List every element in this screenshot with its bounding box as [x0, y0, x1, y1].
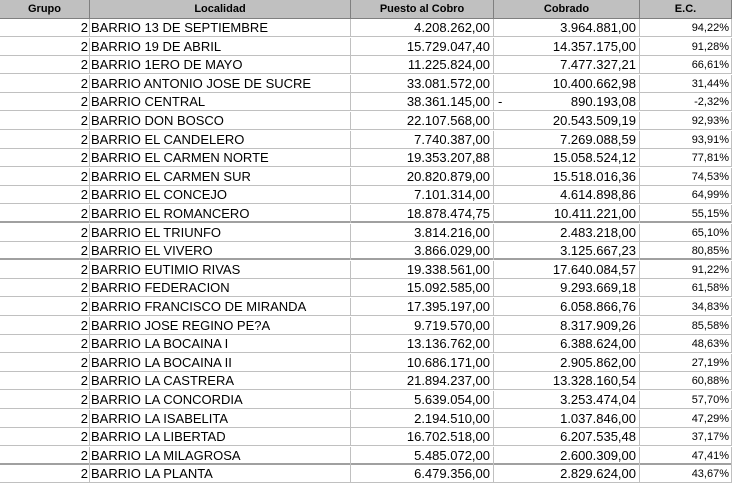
cobrado-value: 8.317.909,26 [560, 317, 636, 333]
cell-grupo[interactable]: 2 [0, 465, 90, 483]
negative-sign: - [498, 94, 503, 110]
cell-puesto-al-cobro[interactable]: 33.081.572,00 [351, 75, 494, 93]
cell-localidad[interactable]: BARRIO ANTONIO JOSE DE SUCRE [90, 75, 351, 93]
cell-localidad[interactable]: BARRIO LA CASTRERA [90, 372, 351, 390]
cell-ec[interactable]: 47,41% [640, 447, 732, 465]
cell-puesto-al-cobro[interactable]: 6.479.356,00 [351, 465, 494, 483]
cell-cobrado[interactable] [494, 19, 640, 37]
cobrado-value: 2.483.218,00 [560, 224, 636, 240]
cobrado-value: 3.125.667,23 [560, 243, 636, 259]
cell-cobrado[interactable] [494, 317, 640, 335]
cell-localidad[interactable]: BARRIO DON BOSCO [90, 112, 351, 130]
cobrado-value: 20.543.509,19 [552, 113, 636, 128]
cell-localidad[interactable]: BARRIO 1ERO DE MAYO [90, 56, 351, 74]
cell-cobrado[interactable] [494, 75, 640, 93]
cell-localidad[interactable]: BARRIO FRANCISCO DE MIRANDA [90, 298, 351, 316]
cell-cobrado[interactable] [494, 372, 640, 390]
table-row [0, 428, 732, 446]
cell-grupo[interactable]: 2 [0, 317, 90, 335]
cell-puesto-al-cobro[interactable]: 3.866.029,00 [351, 242, 494, 260]
table-row [0, 335, 732, 353]
cell-puesto-al-cobro[interactable]: 11.225.824,00 [351, 56, 494, 74]
cell-cobrado[interactable] [494, 224, 640, 242]
table-row [0, 261, 732, 279]
cell-localidad[interactable]: BARRIO LA LIBERTAD [90, 428, 351, 446]
cell-localidad[interactable]: BARRIO LA BOCAINA I [90, 335, 351, 353]
cobrado-value: 2.905.862,00 [560, 354, 636, 370]
cell-grupo[interactable]: 2 [0, 131, 90, 149]
table-row [0, 242, 732, 260]
cell-ec[interactable]: 37,17% [640, 428, 732, 446]
cell-grupo[interactable]: 2 [0, 168, 90, 186]
cell-puesto-al-cobro[interactable]: 15.729.047,40 [351, 38, 494, 56]
cobrado-value: 10.411.221,00 [553, 206, 636, 221]
table-row [0, 168, 732, 186]
cell-localidad[interactable]: BARRIO EL CANDELERO [90, 131, 351, 149]
cell-puesto-al-cobro[interactable]: 13.136.762,00 [351, 335, 494, 353]
cell-grupo[interactable]: 2 [0, 93, 90, 111]
cell-puesto-al-cobro[interactable]: 18.878.474,75 [351, 205, 494, 223]
header-grupo[interactable]: Grupo [0, 0, 90, 19]
cell-puesto-al-cobro[interactable]: 7.740.387,00 [351, 131, 494, 149]
cobrado-value: 3.964.881,00 [560, 20, 636, 35]
cell-grupo[interactable]: 2 [0, 75, 90, 93]
cell-grupo[interactable]: 2 [0, 335, 90, 353]
cobrado-value: 6.058.866,76 [560, 299, 636, 314]
table-row [0, 354, 732, 372]
cell-ec[interactable]: 43,67% [640, 465, 732, 483]
cell-puesto-al-cobro[interactable]: 20.820.879,00 [351, 168, 494, 186]
cobrado-value: 890.193,08 [570, 94, 636, 110]
cell-puesto-al-cobro[interactable]: 38.361.145,00 [351, 93, 494, 111]
cell-localidad[interactable]: BARRIO FEDERACION [90, 279, 351, 297]
cell-ec[interactable]: 48,63% [640, 335, 732, 353]
cobrado-value: 1.037.846,00 [560, 410, 636, 426]
cell-grupo[interactable]: 2 [0, 205, 90, 223]
cell-grupo[interactable]: 2 [0, 410, 90, 428]
cell-grupo[interactable]: 2 [0, 19, 90, 37]
cell-grupo[interactable]: 2 [0, 112, 90, 130]
table-row [0, 131, 732, 149]
cell-ec[interactable]: 74,53% [640, 168, 732, 186]
cell-ec[interactable]: 57,70% [640, 391, 732, 409]
cell-puesto-al-cobro[interactable]: 16.702.518,00 [351, 428, 494, 446]
cell-cobrado[interactable] [494, 38, 640, 56]
cobrado-value: 7.269.088,59 [560, 131, 636, 147]
cell-ec[interactable]: 31,44% [640, 75, 732, 93]
cobrado-value: 6.207.535,48 [560, 429, 636, 445]
cell-cobrado[interactable] [494, 93, 640, 111]
cell-puesto-al-cobro[interactable]: 4.208.262,00 [351, 19, 494, 37]
cell-ec[interactable]: 80,85% [640, 242, 732, 260]
cell-cobrado[interactable] [494, 149, 640, 167]
cobrado-value: 10.400.662,98 [552, 75, 636, 91]
cell-ec[interactable]: 60,88% [640, 372, 732, 390]
cell-grupo[interactable]: 2 [0, 391, 90, 409]
cell-puesto-al-cobro[interactable]: 5.485.072,00 [351, 447, 494, 465]
cell-puesto-al-cobro[interactable]: 17.395.197,00 [351, 298, 494, 316]
cell-localidad[interactable]: BARRIO LA BOCAINA II [90, 354, 351, 372]
cell-ec[interactable]: 93,91% [640, 131, 732, 149]
table-row [0, 224, 732, 242]
cell-puesto-al-cobro[interactable]: 15.092.585,00 [351, 279, 494, 297]
cell-grupo[interactable]: 2 [0, 56, 90, 74]
cell-localidad[interactable]: BARRIO LA PLANTA [90, 465, 351, 483]
cobrado-value: 7.477.327,21 [560, 57, 636, 73]
table-row [0, 372, 732, 390]
cell-cobrado[interactable] [494, 447, 640, 465]
cell-cobrado[interactable] [494, 131, 640, 149]
cell-grupo[interactable]: 2 [0, 354, 90, 372]
cell-cobrado[interactable] [494, 186, 640, 204]
table-row [0, 279, 732, 297]
cell-ec[interactable]: 94,22% [640, 19, 732, 37]
cell-localidad[interactable]: BARRIO 13 DE SEPTIEMBRE [90, 19, 351, 37]
cell-ec[interactable]: 47,29% [640, 410, 732, 428]
cell-cobrado[interactable] [494, 279, 640, 297]
cell-grupo[interactable]: 2 [0, 447, 90, 465]
cell-localidad[interactable]: BARRIO EUTIMIO RIVAS [90, 261, 351, 279]
cell-ec[interactable]: 65,10% [640, 224, 732, 242]
cell-localidad[interactable]: BARRIO LA ISABELITA [90, 410, 351, 428]
cell-puesto-al-cobro[interactable]: 5.639.054,00 [351, 391, 494, 409]
cell-cobrado[interactable] [494, 261, 640, 279]
cobrado-value: 13.328.160,54 [552, 373, 636, 389]
cell-cobrado[interactable] [494, 354, 640, 372]
cobrado-value: 9.293.669,18 [560, 280, 636, 296]
table-row [0, 186, 732, 204]
cell-ec[interactable]: 27,19% [640, 354, 732, 372]
cell-ec[interactable]: 91,28% [640, 38, 732, 56]
cobrado-value: 14.357.175,00 [552, 38, 636, 54]
cell-ec[interactable]: 92,93% [640, 112, 732, 130]
cell-cobrado[interactable] [494, 298, 640, 316]
header-cobrado[interactable]: Cobrado [494, 0, 640, 19]
cell-grupo[interactable]: 2 [0, 242, 90, 260]
cobrado-value: 2.600.309,00 [560, 447, 636, 463]
cell-cobrado[interactable] [494, 56, 640, 74]
cobrado-value: 15.058.524,12 [552, 150, 636, 166]
cobrado-value: 17.640.084,57 [552, 261, 636, 277]
cell-puesto-al-cobro[interactable]: 21.894.237,00 [351, 372, 494, 390]
header-localidad[interactable]: Localidad [90, 0, 351, 19]
cobrado-value: 15.518.016,36 [552, 168, 636, 184]
cobrado-value: 6.388.624,00 [560, 336, 636, 352]
cell-ec[interactable]: 77,81% [640, 149, 732, 167]
cell-cobrado[interactable] [494, 391, 640, 409]
table-row [0, 38, 732, 56]
cell-ec[interactable]: 34,83% [640, 298, 732, 316]
cell-ec[interactable]: 85,58% [640, 317, 732, 335]
cell-grupo[interactable]: 2 [0, 261, 90, 279]
table-row [0, 391, 732, 409]
cell-puesto-al-cobro[interactable]: 2.194.510,00 [351, 410, 494, 428]
cell-ec[interactable]: 66,61% [640, 56, 732, 74]
cell-cobrado[interactable] [494, 465, 640, 483]
cell-ec[interactable]: -2,32% [640, 93, 732, 111]
cell-localidad[interactable]: BARRIO EL CARMEN SUR [90, 168, 351, 186]
cell-localidad[interactable]: BARRIO LA MILAGROSA [90, 447, 351, 465]
cell-localidad[interactable]: BARRIO EL CARMEN NORTE [90, 149, 351, 167]
table-row [0, 298, 732, 316]
cell-puesto-al-cobro[interactable]: 7.101.314,00 [351, 186, 494, 204]
cell-localidad[interactable]: BARRIO EL ROMANCERO [90, 205, 351, 223]
cell-grupo[interactable]: 2 [0, 224, 90, 242]
table-row [0, 75, 732, 93]
cell-cobrado[interactable] [494, 428, 640, 446]
table-row [0, 149, 732, 167]
cell-localidad[interactable]: BARRIO EL VIVERO [90, 242, 351, 260]
cell-localidad[interactable]: BARRIO EL CONCEJO [90, 186, 351, 204]
cobrado-value: 2.829.624,00 [560, 466, 636, 482]
cell-puesto-al-cobro[interactable]: 9.719.570,00 [351, 317, 494, 335]
cell-grupo[interactable]: 2 [0, 298, 90, 316]
cell-grupo[interactable]: 2 [0, 149, 90, 167]
cell-grupo[interactable]: 2 [0, 428, 90, 446]
table-row [0, 447, 732, 465]
cobrado-value: 4.614.898,86 [560, 187, 636, 203]
cell-puesto-al-cobro[interactable]: 19.353.207,88 [351, 149, 494, 167]
header-puesto-al-cobro[interactable]: Puesto al Cobro [351, 0, 494, 19]
cell-ec[interactable]: 61,58% [640, 279, 732, 297]
cell-localidad[interactable]: BARRIO 19 DE ABRIL [90, 38, 351, 56]
cell-grupo[interactable]: 2 [0, 38, 90, 56]
cell-cobrado[interactable] [494, 205, 640, 223]
cell-localidad[interactable]: BARRIO JOSE REGINO PE?A [90, 317, 351, 335]
cell-puesto-al-cobro[interactable]: 3.814.216,00 [351, 224, 494, 242]
cell-localidad[interactable]: BARRIO LA CONCORDIA [90, 391, 351, 409]
cell-ec[interactable]: 91,22% [640, 261, 732, 279]
cell-grupo[interactable]: 2 [0, 372, 90, 390]
cell-cobrado[interactable] [494, 335, 640, 353]
cell-grupo[interactable]: 2 [0, 186, 90, 204]
table-row [0, 465, 732, 483]
cell-grupo[interactable]: 2 [0, 279, 90, 297]
cell-ec[interactable]: 64,99% [640, 186, 732, 204]
table-row [0, 205, 732, 223]
cell-puesto-al-cobro[interactable]: 22.107.568,00 [351, 112, 494, 130]
cell-localidad[interactable]: BARRIO CENTRAL [90, 93, 351, 111]
table-row [0, 19, 732, 37]
table-row [0, 410, 732, 428]
cell-cobrado[interactable] [494, 242, 640, 260]
cell-localidad[interactable]: BARRIO EL TRIUNFO [90, 224, 351, 242]
table-row [0, 112, 732, 130]
cell-ec[interactable]: 55,15% [640, 205, 732, 223]
table-row [0, 93, 732, 111]
cell-cobrado[interactable] [494, 112, 640, 130]
cobrado-value: 3.253.474,04 [560, 392, 636, 407]
cell-cobrado[interactable] [494, 410, 640, 428]
header-ec[interactable]: E.C. [640, 0, 732, 19]
table-row [0, 56, 732, 74]
table-row [0, 317, 732, 335]
cell-puesto-al-cobro[interactable]: 10.686.171,00 [351, 354, 494, 372]
cell-cobrado[interactable] [494, 168, 640, 186]
cell-puesto-al-cobro[interactable]: 19.338.561,00 [351, 261, 494, 279]
